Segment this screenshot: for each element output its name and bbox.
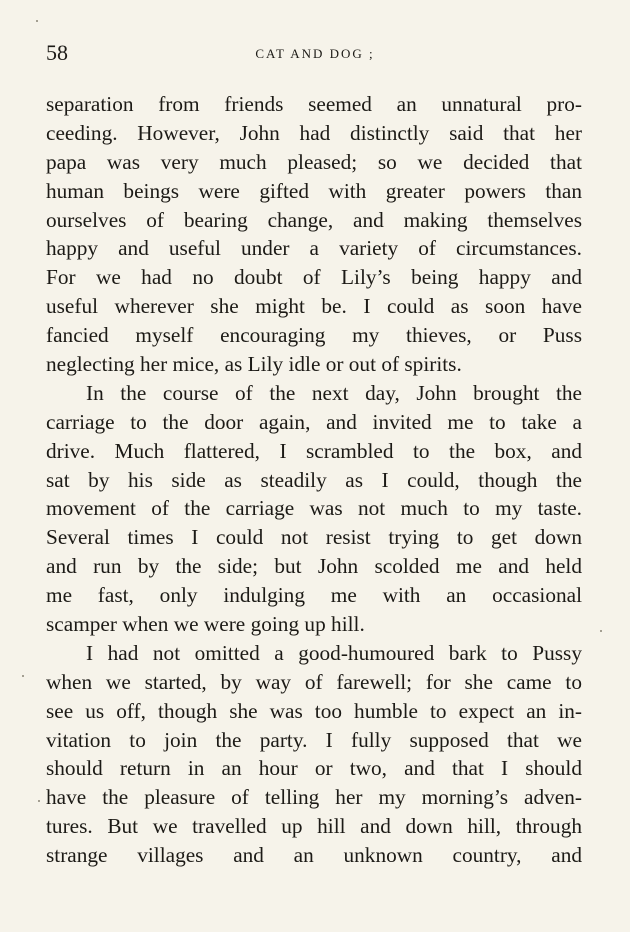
text-line: tures. But we travelled up hill and down hill, through [46, 814, 582, 839]
paper-speck [22, 675, 24, 677]
text-line: me fast, only indulging me with an occasional [46, 583, 582, 608]
text-line: I had not omitted a good-humoured bark to Pussy [86, 640, 582, 665]
running-title: CAT AND DOG ; [255, 46, 375, 61]
text-line: carriage to the door again, and invited me to take a [46, 409, 582, 434]
body-text [46, 90, 582, 870]
text-line: happy and useful under a variety of circumstances. [46, 236, 582, 261]
text-line: useful wherever she might be. I could as soon have [46, 294, 582, 319]
text-line: movement of the carriage was not much to my taste. [46, 496, 582, 521]
text-line: have the pleasure of telling her my morning’s adven- [46, 785, 582, 810]
text-line: In the course of the next day, John brought the [86, 380, 582, 405]
page-number: 58 [46, 40, 68, 65]
text-line: see us off, though she was too humble to expect an in- [46, 698, 582, 723]
text-line: should return in an hour or two, and that I should [46, 756, 582, 781]
text-line: papa was very much pleased; so we decided that [46, 149, 582, 174]
text-line: ceeding. However, John had distinctly said that her [46, 120, 582, 145]
text-line: and run by the side; but John scolded me and held [46, 554, 582, 579]
text-line: sat by his side as steadily as I could, though the [46, 467, 582, 492]
text-line: neglecting her mice, as Lily idle or out of spirits. [46, 352, 462, 377]
paper-speck [36, 20, 38, 22]
text-line: strange villages and an unknown country, and [46, 843, 582, 868]
text-line: ourselves of bearing change, and making themselves [46, 207, 582, 232]
text-line: scamper when we were going up hill. [46, 612, 365, 637]
text-line: Several times I could not resist trying to get down [46, 525, 582, 550]
text-line: separation from friends seemed an unnatural pro- [46, 92, 582, 116]
text-line: For we had no doubt of Lily’s being happy and [46, 265, 582, 290]
text-line: vitation to join the party. I fully supposed that we [46, 727, 582, 752]
text-line: human beings were gifted with greater powers than [46, 178, 582, 203]
paper-speck [600, 630, 602, 632]
text-line: fancied myself encouraging my thieves, or Puss [46, 323, 582, 348]
paper-speck [38, 800, 40, 802]
text-line: when we started, by way of farewell; for she came to [46, 669, 582, 694]
text-line: drive. Much flattered, I scrambled to the box, and [46, 438, 582, 463]
